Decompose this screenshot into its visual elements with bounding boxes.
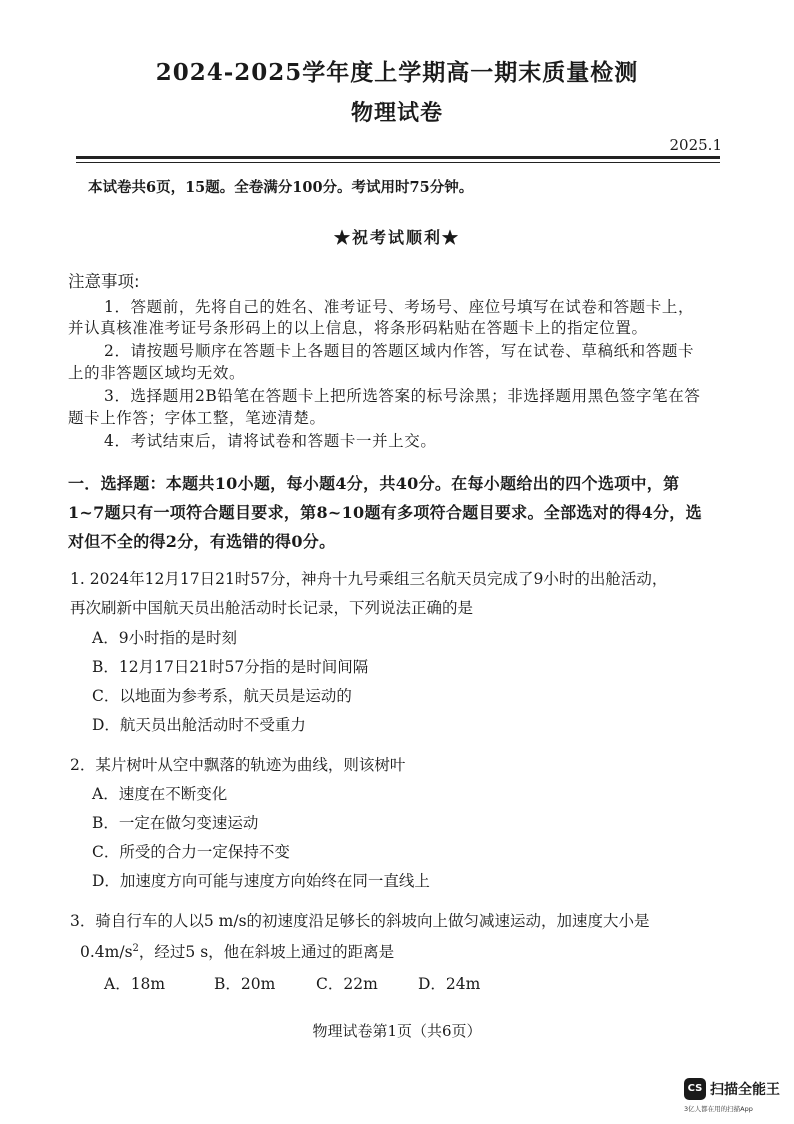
acceleration-value: 0.4m/s [80,943,133,961]
exam-intro: 本试卷共6页，15题。全卷满分100分。考试用时75分钟。 [88,179,474,196]
exam-date: 2025.1 [669,136,722,154]
acceleration-exponent: 2 [132,942,139,954]
question-3-stem: 3．骑自行车的人以5 m/s的初速度沿足够长的斜坡向上做匀减速运动，加速度大小是 [70,912,650,930]
notice-line: 4．考试结束后，请将试卷和答题卡一并上交。 [104,432,437,450]
question-1-option-c: C．以地面为参考系，航天员是运动的 [92,687,352,705]
question-3-option-c: C．22m [316,975,378,993]
section-heading-line: 1~7题只有一项符合题目要求，第8~10题有多项符合题目要求。全部选对的得4分，选 [68,503,702,522]
question-1-stem: 再次刷新中国航天员出舱活动时长记录，下列说法正确的是 [70,599,474,617]
question-1-option-b: B．12月17日21时57分指的是时间间隔 [92,658,369,676]
notice-line: 2．请按题号顺序在答题卡上各题目的答题区域内作答，写在试卷、草稿纸和答题卡 [104,342,695,360]
question-2-option-c: C．所受的合力一定保持不变 [92,843,290,861]
header-divider-thin [76,162,720,163]
notice-line: 1．答题前，先将自己的姓名、准考证号、考场号、座位号填写在试卷和答题卡上， [104,298,695,316]
page-footer: 物理试卷第1页（共6页） [312,1022,482,1040]
notice-line: 3．选择题用2B铅笔在答题卡上把所选答案的标号涂黑；非选择题用黑色签字笔在答 [104,387,701,405]
notice-heading: 注意事项: [68,272,140,291]
question-1-stem: 1. 2024年12月17日21时57分，神舟十九号乘组三名航天员完成了9小时的出舱活动， [70,570,668,588]
question-1-option-d: D．航天员出舱活动时不受重力 [92,716,306,734]
section-heading-line: 对但不全的得2分，有选错的得0分。 [68,532,336,551]
notice-line: 上的非答题区域均无效。 [68,364,246,382]
scanner-logo-icon: CS [684,1078,706,1100]
question-3-option-b: B．20m [214,975,276,993]
notice-line: 题卡上作答；字体工整，笔迹清楚。 [68,409,326,427]
section-heading-line: 一．选择题：本题共10小题，每小题4分，共40分。在每小题给出的四个选项中，第 [68,474,680,493]
question-3-stem-2 [80,940,394,962]
scanner-app-tagline: 3亿人都在用的扫描App [684,1105,753,1113]
question-2-option-b: B．一定在做匀变速运动 [92,814,259,832]
scanner-app-name: 扫描全能王 [710,1082,780,1098]
exam-title: 2024-2025学年度上学期高一期末质量检测 [155,59,639,86]
notice-line: 并认真核准准考证号条形码上的以上信息，将条形码粘贴在答题卡上的指定位置。 [68,319,648,337]
header-divider-thick [76,156,720,159]
question-3-stem-rest: ，经过5 s，他在斜坡上通过的距离是 [138,943,395,961]
question-2-option-d: D．加速度方向可能与速度方向始终在同一直线上 [92,872,430,890]
question-2-option-a: A．速度在不断变化 [92,785,228,803]
question-2-stem: 2．某片树叶从空中飘落的轨迹为曲线，则该树叶 [70,756,406,774]
blessing-text: ★祝考试顺利★ [333,228,460,247]
question-3-option-a: A．18m [104,975,166,993]
question-3-option-d: D．24m [418,975,481,993]
question-1-option-a: A．9小时指的是时刻 [92,629,238,647]
exam-subject: 物理试卷 [350,100,443,126]
